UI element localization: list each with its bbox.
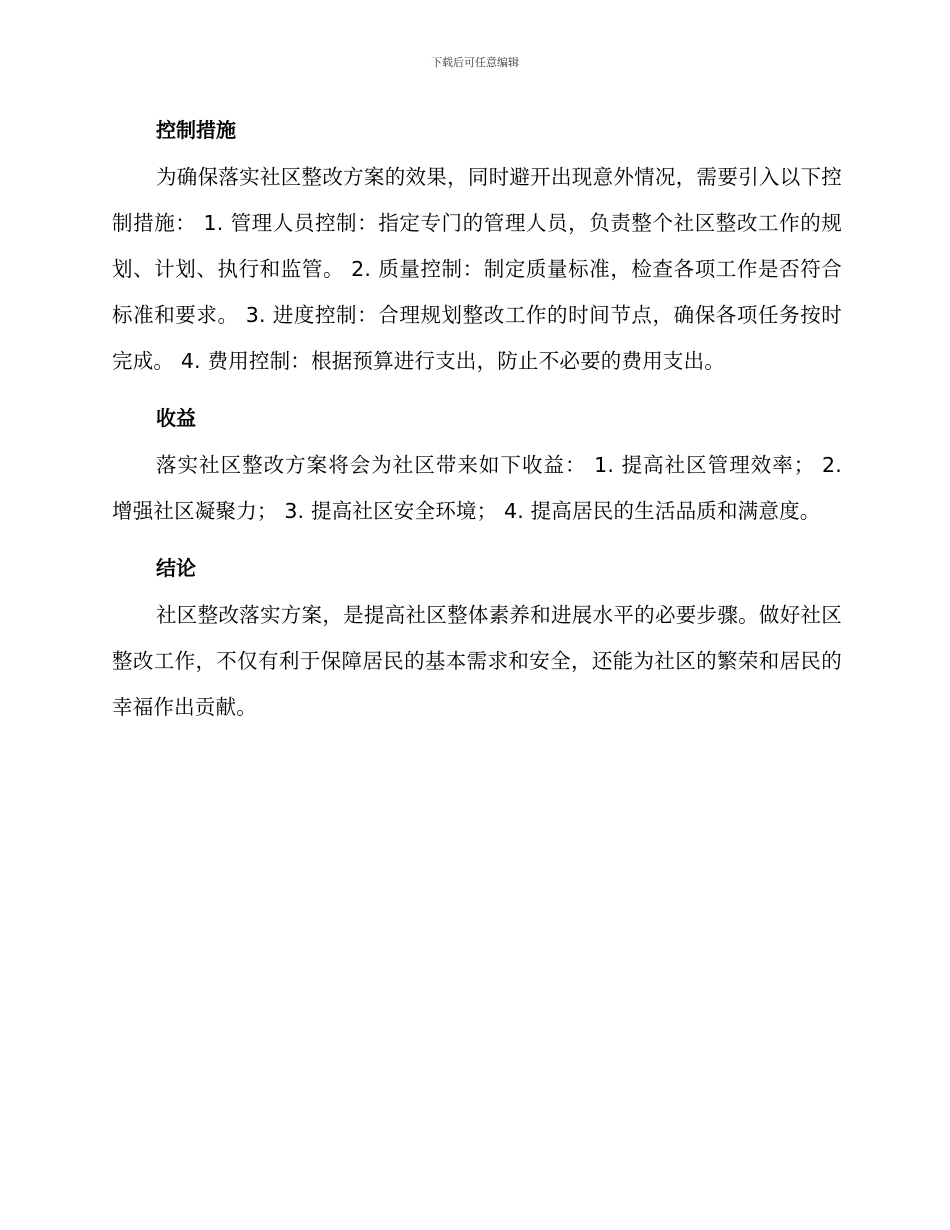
page-header-note: 下载后可任意编辑: [431, 56, 519, 69]
section-paragraph: 为确保落实社区整改方案的效果，同时避开出现意外情况，需要引入以下控制措施： 1. 管理人员控制：指定专门的管理人员，负责整个社区整改工作的规划、计划、执行和监管。 2. 质量控制：制定质量标准，检查各项工作是否符合标准和要求。 3. 进度控制：合理规划整改工作的时间节点，确保各项任务按时完成。 4. 费用控制：根据预算进行支出，防止不必要的费用支出。: [112, 165, 842, 373]
section-title: 收益: [156, 406, 196, 430]
section-paragraph: 社区整改落实方案，是提高社区整体素养和进展水平的必要步骤。做好社区整改工作，不仅有利于保障居民的基本需求和安全，还能为社区的繁荣和居民的幸福作出贡献。: [112, 603, 842, 719]
section-title: 控制措施: [156, 118, 236, 142]
section-title: 结论: [156, 556, 196, 580]
document-body: [112, 110, 842, 744]
section-paragraph: 落实社区整改方案将会为社区带来如下收益： 1. 提高社区管理效率； 2. 增强社区凝聚力； 3. 提高社区安全环境； 4. 提高居民的生活品质和满意度。: [112, 453, 842, 523]
section-control-measures: [112, 110, 842, 384]
section-conclusion: [112, 548, 842, 730]
section-benefits: [112, 398, 842, 534]
